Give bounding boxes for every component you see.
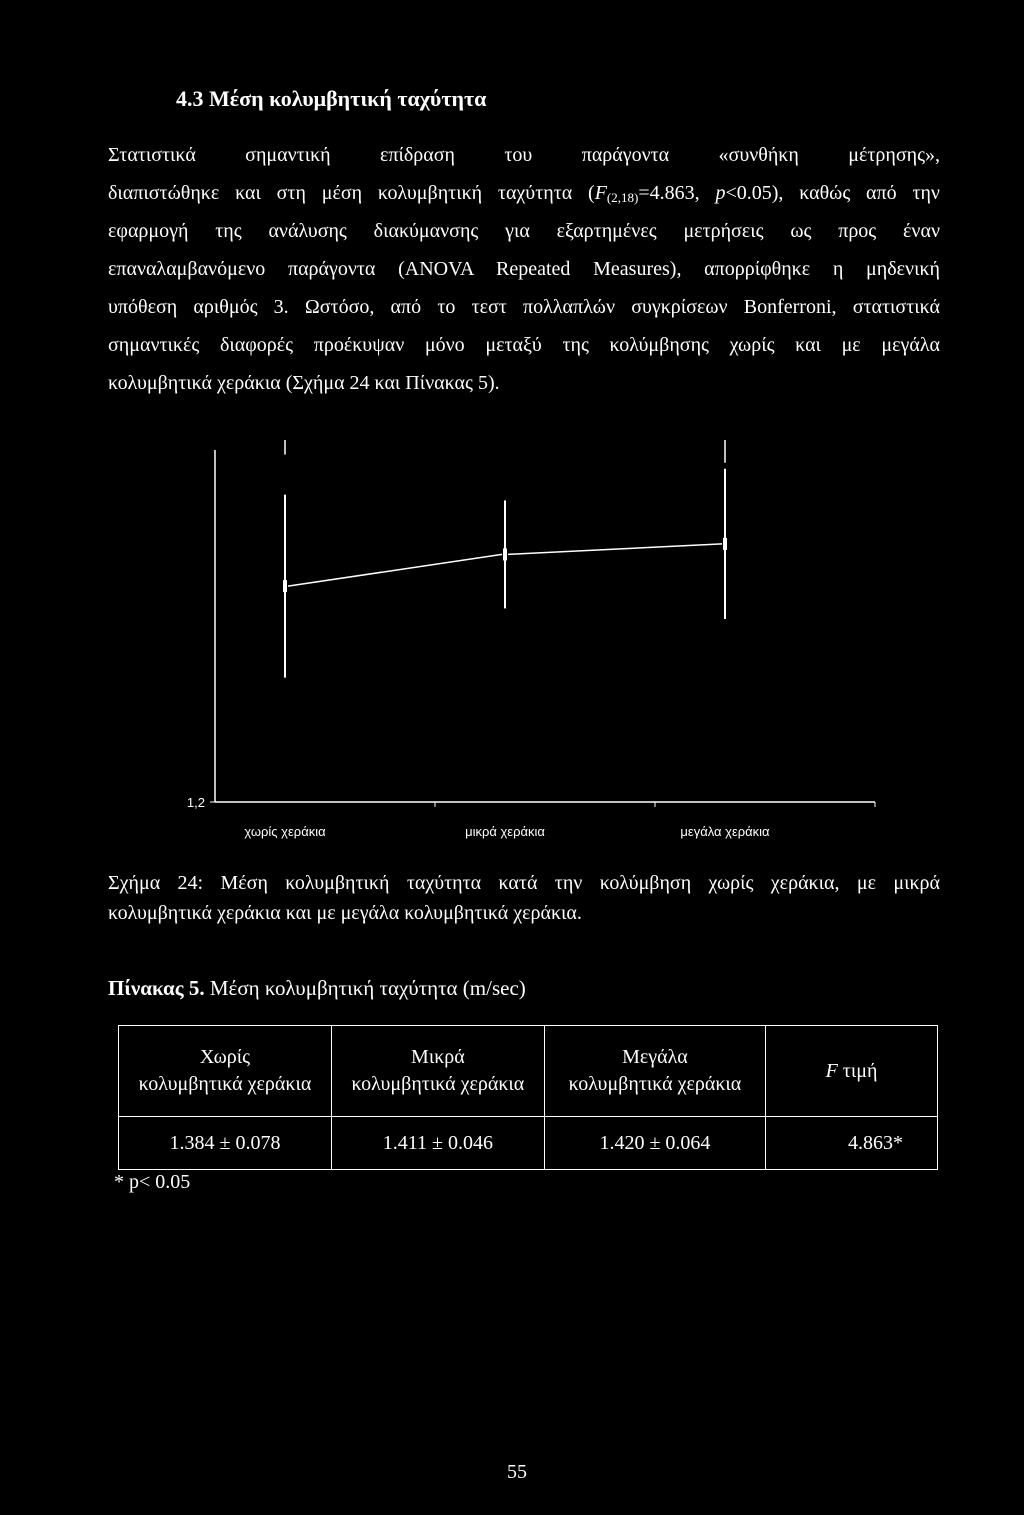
paragraph-line-5: υπόθεση αριθμός 3. Ωστόσο, από το τεστ πολλαπλών συγκρίσεων Bonferroni, στατιστικά <box>108 296 940 318</box>
x-tick-label: μεγάλα χεράκια <box>680 824 770 839</box>
paragraph-line-1: Στατιστικά σημαντική επίδραση του παράγοντα «συνθήκη μέτρησης», <box>108 144 940 166</box>
data-point <box>283 580 287 592</box>
header-line: τιμή <box>837 1059 878 1082</box>
paragraph-line-4: επαναλαμβανόμενο παράγοντα (ANOVA Repeated Measures), απορρίφθηκε η μηδενική <box>108 258 940 280</box>
y-tick-label: 1,2 <box>186 795 205 810</box>
paragraph-line-6: σημαντικές διαφορές προέκυψαν μόνο μεταξύ της κολύμβησης χωρίς και με μεγάλα <box>108 334 940 356</box>
speed-table <box>118 1025 938 1170</box>
header-line: Μεγάλα <box>622 1046 688 1068</box>
paragraph-text: <0.05), καθώς από την <box>725 182 940 204</box>
header-line: Χωρίς <box>199 1046 251 1068</box>
paragraph-line-7: κολυμβητικά χεράκια (Σχήμα 24 και Πίνακας 5). <box>108 372 500 394</box>
value-cell-fvalue: 4.863* <box>766 1117 938 1170</box>
header-cell-large <box>544 1026 765 1117</box>
series-line-segment <box>508 544 722 555</box>
header-cell-fvalue <box>766 1026 938 1117</box>
value-cell-large: 1.420 ± 0.064 <box>544 1117 765 1170</box>
p-symbol: p <box>715 182 726 204</box>
x-tick-label: χωρίς χεράκια <box>244 824 326 839</box>
table-title <box>108 976 526 1001</box>
figure-caption-line-2: κολυμβητικά χεράκια και με μεγάλα κολυμβητικά χεράκια. <box>108 902 582 924</box>
header-cell-none <box>119 1026 332 1117</box>
table-row <box>119 1117 938 1170</box>
header-cell-small <box>331 1026 544 1117</box>
page-number: 55 <box>507 1461 527 1483</box>
data-point <box>503 548 507 560</box>
significance-bracket <box>285 440 725 463</box>
degrees-of-freedom: (2,18) <box>606 190 639 205</box>
table-footnote: * p< 0.05 <box>114 1171 191 1193</box>
paragraph-text: =4.863, <box>638 182 716 204</box>
header-line: Μικρά <box>411 1046 465 1068</box>
chart-marks <box>283 440 727 678</box>
header-line: κολυμβητικά χεράκια <box>351 1073 525 1095</box>
table-number: Πίνακας 5. <box>108 976 205 1000</box>
paragraph-text: διαπιστώθηκε και στη μέση κολυμβητική ταχύτητα ( <box>108 182 595 204</box>
paragraph-line-3: εφαρμογή της ανάλυσης διακύμανσης για εξαρτημένες μετρήσεις ως προς έναν <box>108 220 940 242</box>
chart-axes <box>210 450 875 807</box>
table-header-row <box>119 1026 938 1117</box>
f-symbol: F <box>825 1059 838 1082</box>
f-symbol: F <box>594 182 607 204</box>
section-heading: 4.3 Μέση κολυμβητική ταχύτητα <box>176 86 487 111</box>
data-point <box>723 538 727 550</box>
figure-caption-line-1: Σχήμα 24: Μέση κολυμβητική ταχύτητα κατά την κολύμβηση χωρίς χεράκια, με μικρά <box>108 872 940 894</box>
table-title-text: Μέση κολυμβητική ταχύτητα (m/sec) <box>204 976 526 1000</box>
series-line-segment <box>288 554 502 586</box>
value-cell-small: 1.411 ± 0.046 <box>331 1117 544 1170</box>
header-line: κολυμβητικά χεράκια <box>568 1073 742 1095</box>
value-cell-none: 1.384 ± 0.078 <box>119 1117 332 1170</box>
x-tick-label: μικρά χεράκια <box>465 824 545 839</box>
paragraph-line-2 <box>108 181 940 210</box>
speed-chart <box>150 440 890 850</box>
header-line: κολυμβητικά χεράκια <box>138 1073 312 1095</box>
